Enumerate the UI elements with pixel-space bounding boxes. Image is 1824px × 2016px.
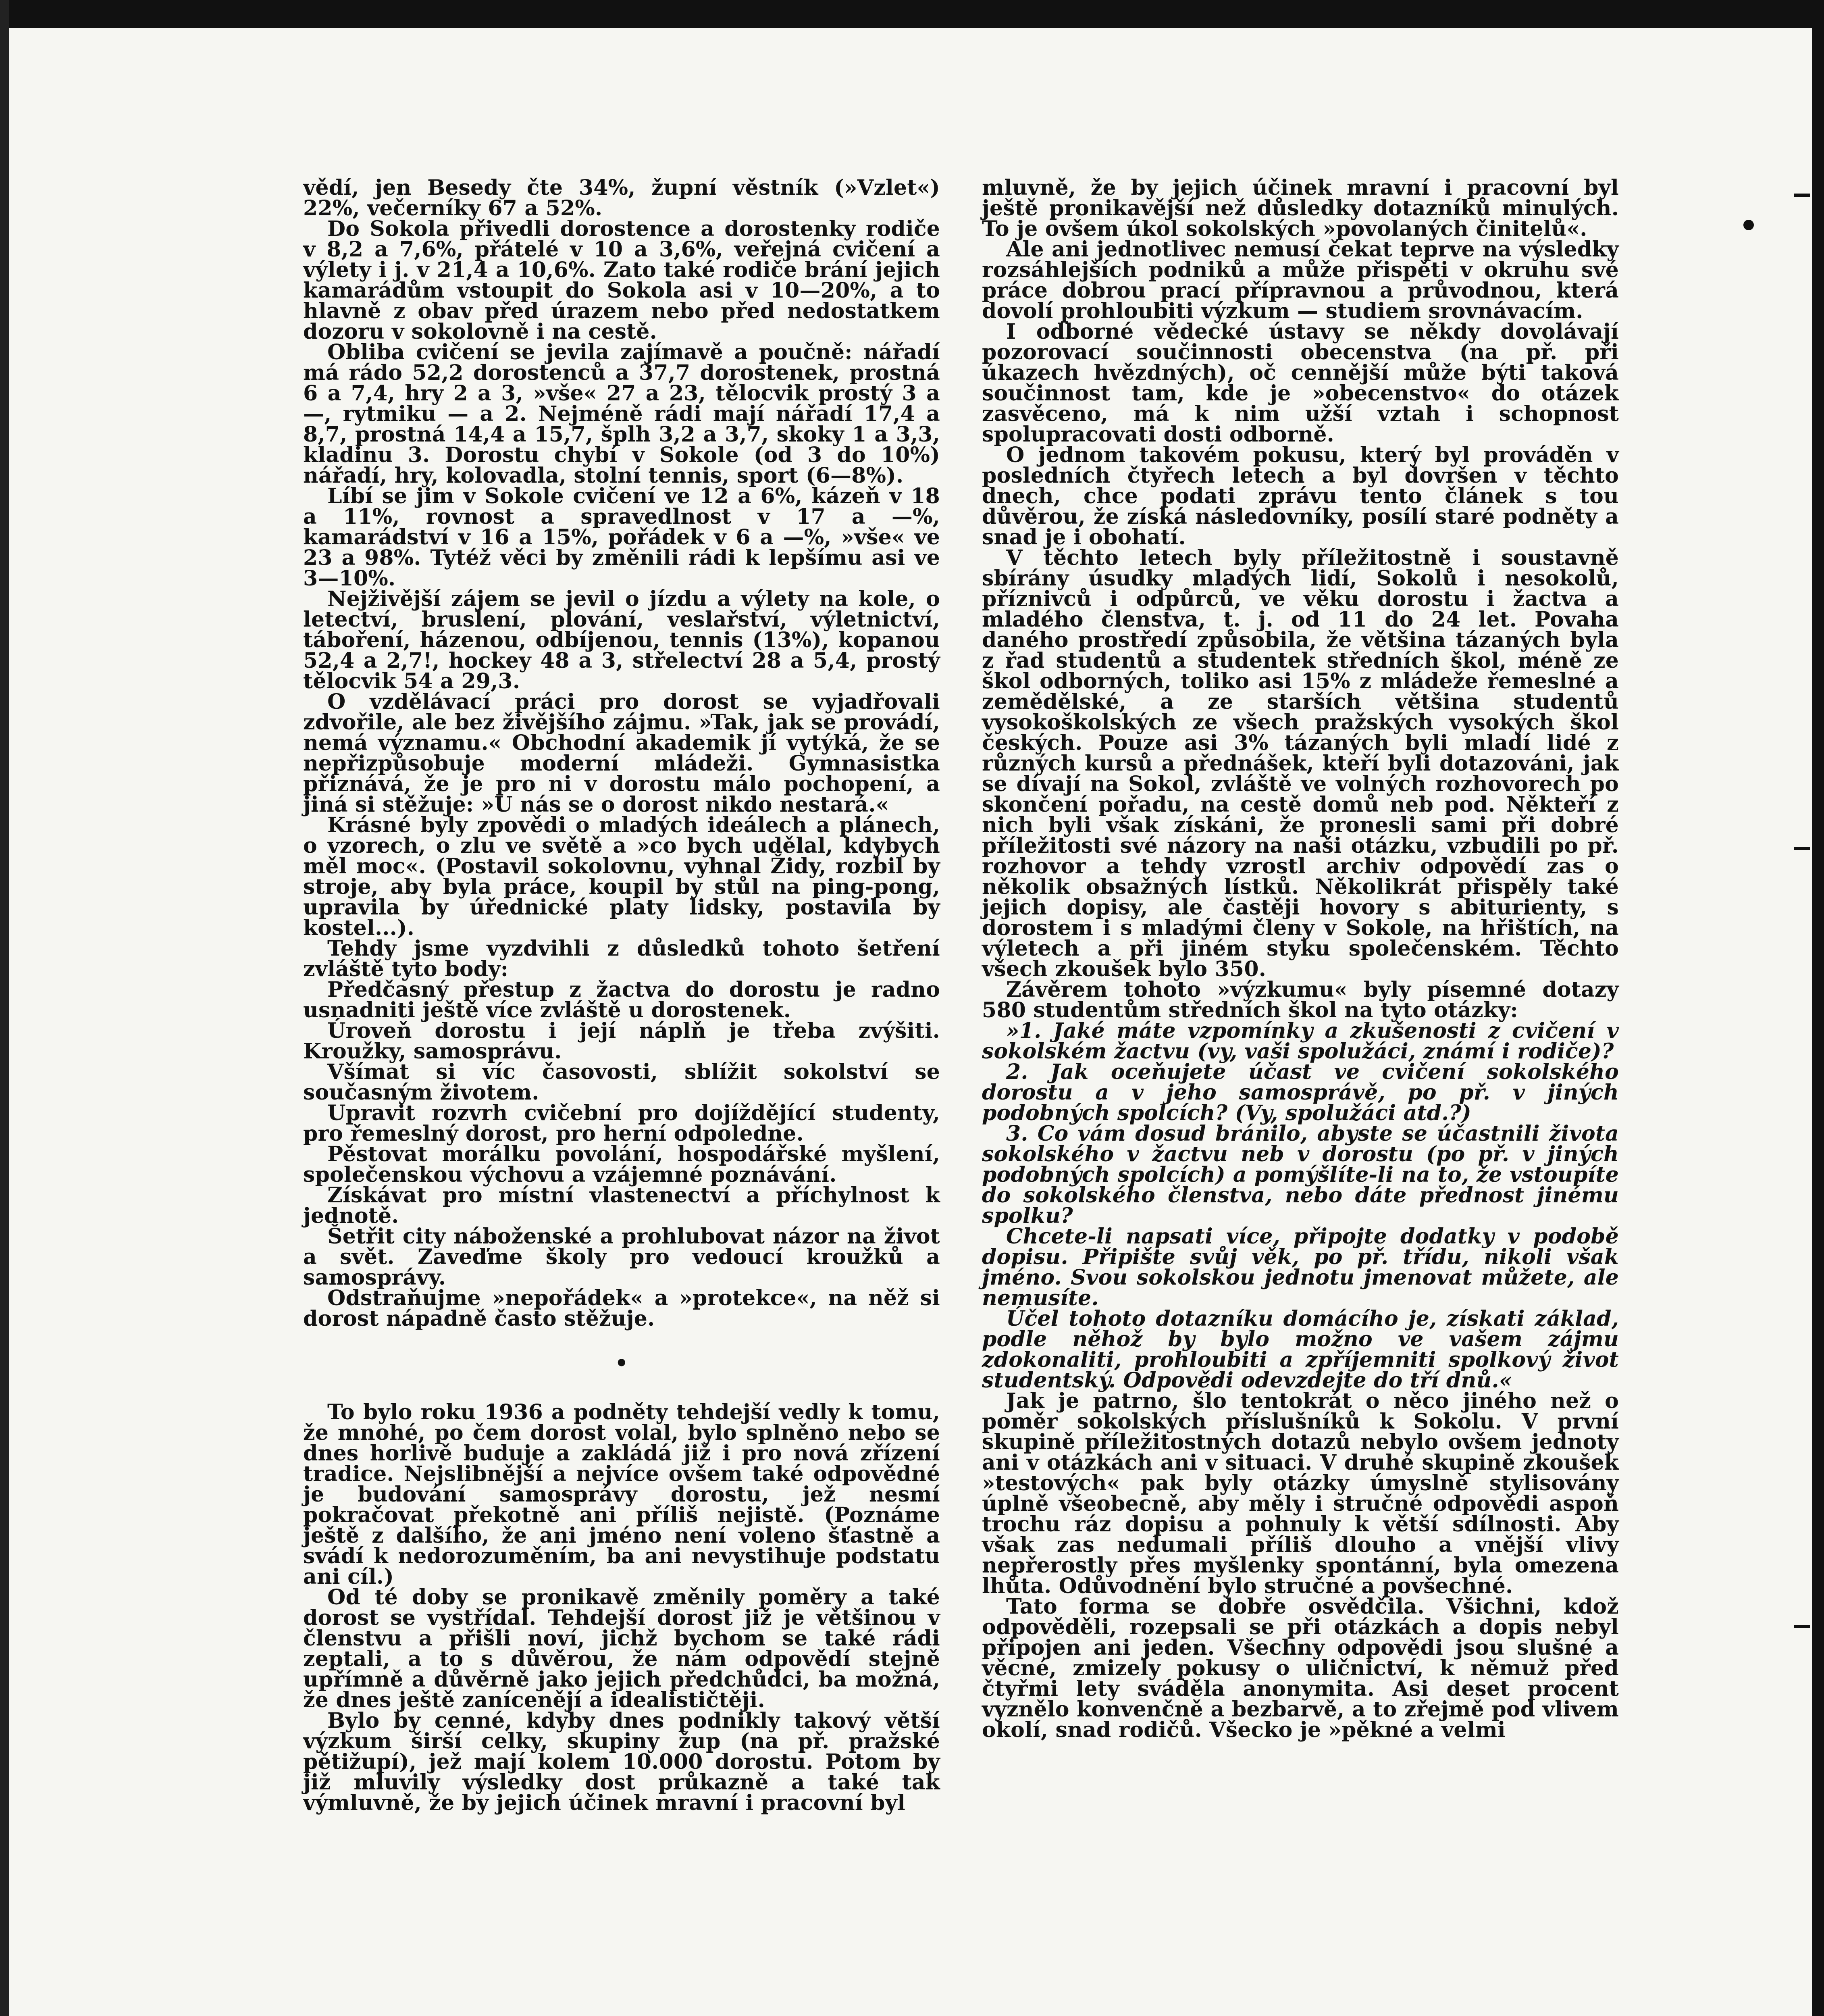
paragraph: Tato forma se dobře osvědčila. Všichni, kdož odpověděli, rozepsali se při otázkách a dopis nebyl připojen ani jeden. Všechny odpovědi jsou slušné a věcné, zmizely pokusy o uličnictví, k němuž před čtyřmi lety sváděla anonymita. Asi deset procent vyznělo konvenčně a bezbarvě, a to zřejmě pod vlivem okolí, snad rodičů. Všecko je »pěkné a velmi [982,1594,1619,1742]
paragraph: Líbí se jim v Sokole cvičení ve 12 a 6%, kázeň v 18 a 11%, rovnost a spravedlnost v 17 a —%, kamarádství v 16 a 15%, pořádek v 6 a —%, »vše« ve 23 a 98%. Tytéž věci by změnili rádi k lepšímu asi ve 3—10%. [303,484,940,591]
questionnaire-instruction: Chcete-li napsati více, připojte dodatky v podobě dopisu. Připište svůj věk, po př. třídu, nikoli však jméno. Svou sokolskou jednotu jmenovat můžete, ale nemusíte. [982,1224,1619,1310]
paragraph: Závěrem tohoto »výzkumu« byly písemné dotazy 580 studentům středních škol na tyto otázky: [982,977,1619,1023]
paragraph: Získávat pro místní vlastenectví a příchylnost k jednotě. [303,1183,940,1228]
paragraph: Nejživější zájem se jevil o jízdu a výlety na kole, o letectví, bruslení, plování, veslařství, výletnictví, táboření, házenou, odbíjenou, tennis (13%), kopanou 52,4 a 2,7!, hockey 48 a 3, střelectví 28 a 5,4, prostý tělocvik 54 a 29,3. [303,587,940,694]
margin-tick [1794,847,1810,850]
section-separator: • [615,1351,628,1376]
scan-edge-left [0,0,9,2016]
questionnaire-question: 2. Jak oceňujete účast ve cvičení sokolského dorostu a v jeho samosprávě, po př. v jiných podobných spolcích? (Vy, spolužáci atd.?) [982,1060,1619,1125]
paragraph: Úroveň dorostu i její náplň je třeba zvýšiti. Kroužky, samosprávu. [303,1018,940,1064]
questionnaire-question: »1. Jaké máte vzpomínky a zkušenosti z cvičení v sokolském žactvu (vy, vaši spolužáci, známí i rodiče)? [982,1018,1619,1064]
paragraph: I odborné vědecké ústavy se někdy dovolávají pozorovací součinnosti obecenstva (na př. při úkazech hvězdných), oč cennější může býti taková součinnost tam, kde je »obecenstvo« do otázek zasvěceno, má k nim užší vztah i schopnost spolupracovati dosti odborně. [982,319,1619,447]
questionnaire-instruction: Účel tohoto dotazníku domácího je, získati základ, podle něhož by bylo možno ve vašem zájmu zdokonaliti, prohloubiti a zpříjemniti spolkový život studentský. Odpovědi odevzdejte do tří dnů.« [982,1306,1619,1393]
scan-edge-right [1812,0,1824,2016]
margin-tick [1794,194,1810,197]
right-column [982,177,1619,1740]
paragraph: Upravit rozvrh cvičební pro dojíždějící studenty, pro řemeslný dorost, pro herní odpoledne. [303,1101,940,1146]
paragraph: Obliba cvičení se jevila zajímavě a poučně: nářadí má rádo 52,2 dorostenců a 37,7 dorostenek, prostná 6 a 7,4, hry 2 a 3, »vše« 27 a 23, tělocvik prostý 3 a —, rytmiku — a 2. Nejméně rádi mají nářadí 17,4 a 8,7, prostná 14,4 a 15,7, šplh 3,2 a 3,7, skoky 1 a 3,3, kladinu 3. Dorostu chybí v Sokole (od 3 do 10%) nářadí, hry, kolovadla, stolní tennis, sport (6—8%). [303,340,940,488]
paragraph: Všímat si víc časovosti, sblížit sokolství se současným životem. [303,1060,940,1105]
scan-edge-top [0,0,1824,28]
paragraph: O jednom takovém pokusu, který byl prováděn v posledních čtyřech letech a byl dovršen v těchto dnech, chce podati zprávu tento článek s tou důvěrou, že získá následovníky, posílí staré podněty a snad je i obohatí. [982,443,1619,550]
paragraph: Tehdy jsme vyzdvihli z důsledků tohoto šetření zvláště tyto body: [303,936,940,981]
paragraph: Jak je patrno, šlo tentokrát o něco jiného než o poměr sokolských příslušníků k Sokolu. V první skupině příležitostných dotazů nebylo ovšem jednoty ani v otázkách ani v situaci. V druhé skupině zkoušek »testových« pak byly otázky úmyslně stylisovány úplně všeobecně, aby měly i stručné odpovědi aspoň trochu ráz dopisu a pohnuly k větší sdílnosti. Aby však zas nedumali příliš dlouho a vnější vlivy nepřerostly přes myšlenky spontánní, byla omezena lhůta. Odůvodnění bylo stručné a povšechné. [982,1389,1619,1598]
paragraph: Předčasný přestup z žactva do dorostu je radno usnadniti ještě více zvláště u dorostenek. [303,977,940,1023]
paragraph: mluvně, že by jejich účinek mravní i pracovní byl ještě pronikavější než důsledky dotazníků minulých. To je ovšem úkol sokolských »povolaných činitelů«. [982,175,1619,241]
paragraph: Šetřit city náboženské a prohlubovat názor na život a svět. Zaveďme školy pro vedoucí kroužků a samosprávy. [303,1224,940,1290]
paragraph: Krásné byly zpovědi o mladých ideálech a plánech, o vzorech, o zlu ve světě a »co bych udělal, kdybych měl moc«. (Postavil sokolovnu, vyhnal Židy, rozbil by stroje, aby byla práce, koupil by stůl na ping-pong, upravila by úřednické platy lidsky, postavila by kostel...). [303,813,940,940]
paragraph: To bylo roku 1936 a podněty tehdejší vedly k tomu, že mnohé, po čem dorost volal, bylo splněno nebo se dnes horlivě buduje a zakládá již i pro nová zřízení tradice. Nejslibnější a nejvíce ovšem také odpovědné je budování samosprávy dorostu, jež nesmí pokračovat překotně ani příliš nejistě. (Poznáme ještě z dalšího, že ani jméno není voleno šťastně a svádí k nedorozuměním, ba ani nevystihuje podstatu ani cíl.) [303,1400,940,1589]
margin-tick [1794,1625,1810,1628]
paragraph: O vzdělávací práci pro dorost se vyjadřovali zdvořile, ale bez živějšího zájmu. »Tak, jak se provádí, nemá významu.« Obchodní akademik jí vytýká, že se nepřizpůsobuje moderní mládeži. Gymnasistka přiznává, že je pro ni v dorostu málo pochopení, a jiná si stěžuje: »U nás se o dorost nikdo nestará.« [303,689,940,817]
paragraph: V těchto letech byly příležitostně i soustavně sbírány úsudky mladých lidí, Sokolů i nesokolů, příznivců i odpůrců, ve věku dorostu i žactva a mladého členstva, t. j. od 11 do 24 let. Povaha daného prostředí způsobila, že většina tázaných byla z řad studentů a studentek středních škol, méně ze škol odborných, toliko asi 15% z mládeže řemeslné a zemědělské, a ze starších většina studentů vysokoškolských ze všech pražských vysokých škol českých. Pouze asi 3% tázaných byli mladí lidé z různých kursů a přednášek, kteří byli dotazováni, jak se dívají na Sokol, zvláště ve volných rozhovorech po skončení pořadu, na cestě domů neb pod. Někteří z nich byli však získáni, že pronesli sami při dobré příležitosti své názory na naši otázku, vzbudili po př. rozhovor a tehdy vzrostl archiv odpovědí zas o několik obsažných lístků. Několikrát přispěly také jejich dopisy, ale častěji hovory s abiturienty, s dorostem i s mladými členy v Sokole, na hřištích, na výletech a při jiném styku společenském. Těchto všech zkoušek bylo 350. [982,546,1619,981]
paragraph: Odstraňujme »nepořádek« a »protekce«, na něž si dorost nápadně často stěžuje. [303,1286,940,1331]
paragraph: Bylo by cenné, kdyby dnes podnikly takový větší výzkum širší celky, skupiny žup (na př. pražské pětižupí), jež mají kolem 10.000 dorostu. Potom by již mluvily výsledky dost průkazně a také tak výmluvně, že by jejich účinek mravní i pracovní byl [303,1708,940,1815]
paragraph: Do Sokola přivedli dorostence a dorostenky rodiče v 8,2 a 7,6%, přátelé v 10 a 3,6%, veřejná cvičení a výlety i j. v 21,4 a 10,6%. Zato také rodiče brání jejich kamarádům vstoupit do Sokola asi v 10—20%, a to hlavně z obav před úrazem nebo před nedostatkem dozoru v sokolovně i na cestě. [303,217,940,344]
questionnaire-question: 3. Co vám dosud bránilo, abyste se účastnili života sokolského v žactvu neb v dorostu (po př. v jiných podobných spolcích) a pomýšlíte-li na to, že vstoupíte do sokolského členstva, nebo dáte přednost jinému spolku? [982,1121,1619,1228]
left-column [303,177,940,1813]
paragraph: vědí, jen Besedy čte 34%, župní věstník (»Vzlet«) 22%, večerníky 67 a 52%. [303,175,940,221]
paragraph: Od té doby se pronikavě změnily poměry a také dorost se vystřídal. Tehdejší dorost již je většinou v členstvu a přišli noví, jichž bychom se také rádi zeptali, a to s důvěrou, že nám odpovědí stejně upřímně a důvěrně jako jejich předchůdci, ba možná, že dnes ještě zanícenějí a idealističtěji. [303,1585,940,1712]
margin-dot [1743,220,1754,230]
paragraph: Ale ani jednotlivec nemusí čekat teprve na výsledky rozsáhlejších podniků a může přispěti v okruhu své práce dobrou prací přípravnou a průvodnou, která dovolí prohloubiti výzkum — studiem srovnávacím. [982,237,1619,323]
paragraph: Pěstovat morálku povolání, hospodářské myšlení, společenskou výchovu a vzájemné poznávání. [303,1142,940,1187]
